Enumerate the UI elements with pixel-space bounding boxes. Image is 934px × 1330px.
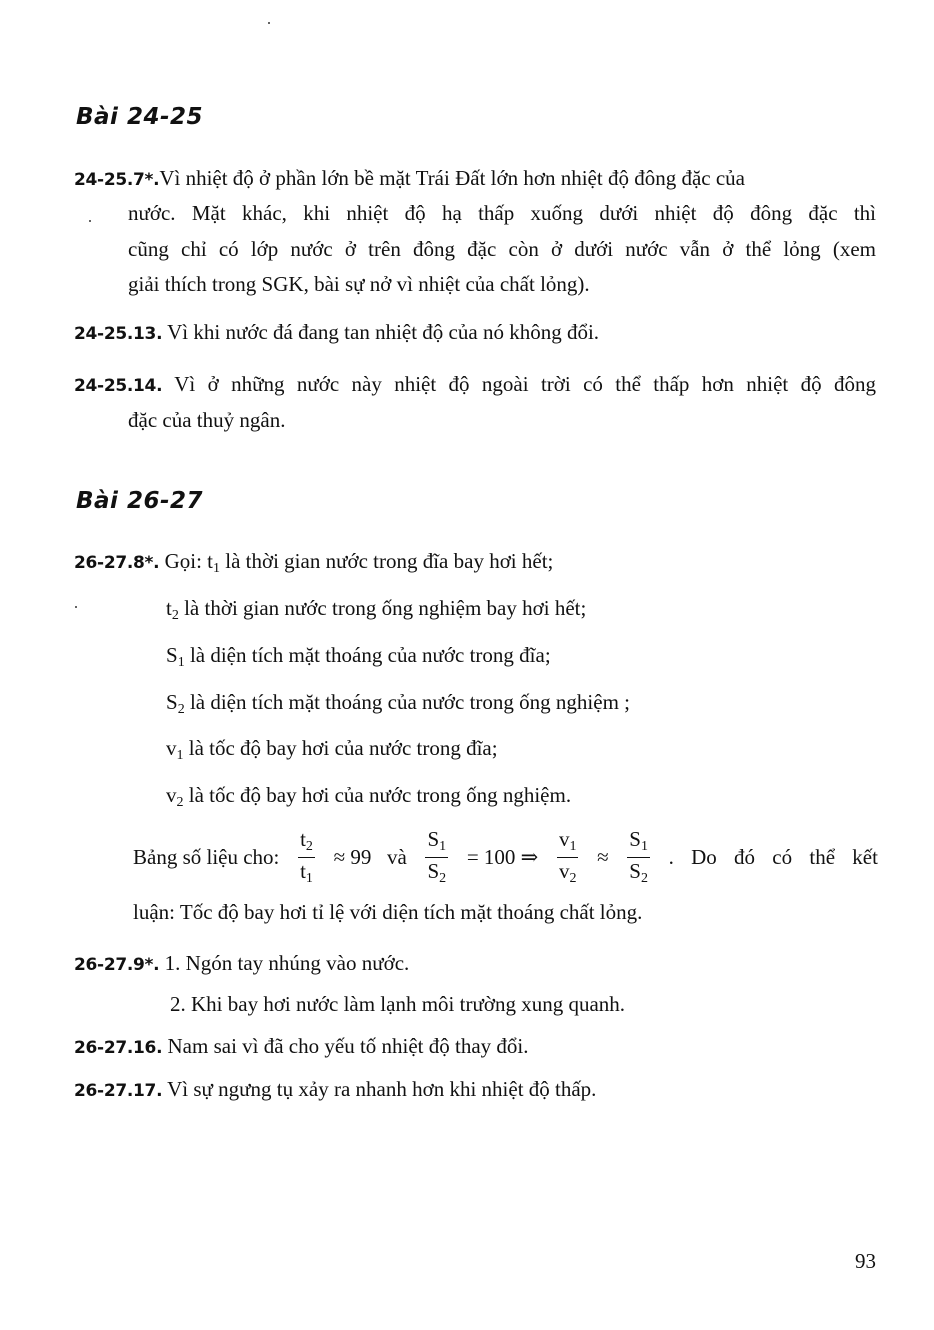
symbol: $t_2$ — [166, 596, 179, 623]
exercise-text-line: nước. Mặt khác, khi nhiệt độ hạ thấp xuống dưới nhiệt độ đông đặc thì — [128, 201, 876, 225]
exercise-number: 24-25.13. — [74, 324, 163, 344]
exercise-number: 24-25.14. — [74, 376, 163, 396]
formula-lead: Bảng số liệu cho: — [133, 844, 280, 869]
symbol: $S_1$ — [166, 643, 185, 670]
conjunction: và — [387, 844, 407, 869]
fraction-s1-over-s2: $\frac{S_1}{S_2}$ — [427, 826, 447, 886]
definition-line — [166, 783, 571, 811]
formula-tail: . Do đó có thể kết — [668, 844, 878, 869]
definition-text: là diện tích mặt thoáng của nước trong ống nghiệm ; — [189, 690, 630, 714]
definition-text: là tốc độ bay hơi của nước trong đĩa; — [188, 736, 498, 760]
definition-line — [166, 643, 551, 671]
approx-sign: ≈ — [597, 844, 609, 869]
symbol: $v_1$ — [166, 736, 184, 763]
exercise-26-27-16 — [74, 1034, 529, 1059]
answer-line: 2. Khi bay hơi nước làm lạnh môi trường xung quanh. — [170, 992, 626, 1016]
exercise-text-line: Vì sự ngưng tụ xảy ra nhanh hơn khi nhiệt độ thấp. — [167, 1077, 597, 1101]
exercise-text-line: Vì nhiệt độ ở phần lớn bề mặt Trái Đất lớn hơn nhiệt độ đông đặc của — [159, 166, 745, 190]
fraction-s1-over-s2-2: $\frac{S_1}{S_2}$ — [629, 826, 648, 886]
definition-text: là diện tích mặt thoáng của nước trong đĩa; — [189, 643, 551, 667]
fraction-t2-over-t1: $\frac{t_2}{t_1}$ — [300, 826, 313, 886]
fraction-v1-over-v2: $\frac{v_1}{v_2}$ — [558, 826, 577, 886]
exercise-24-25-14 — [74, 372, 876, 397]
definition-text: là tốc độ bay hơi của nước trong ống nghiệm. — [188, 783, 572, 807]
formula-line — [133, 824, 878, 890]
symbol: $v_2$ — [166, 783, 184, 810]
scan-speck — [268, 22, 270, 24]
scan-speck — [89, 220, 91, 222]
answer-line: 1. Ngón tay nhúng vào nước. — [164, 951, 410, 975]
page-number: 93 — [855, 1249, 876, 1273]
exercise-26-27-17 — [74, 1077, 596, 1102]
exercise-26-27-8 — [74, 549, 553, 577]
definition-line — [166, 690, 630, 718]
exercise-24-25-13 — [74, 320, 599, 345]
definition-line — [166, 736, 498, 764]
definition-text: là thời gian nước trong đĩa bay hơi hết; — [225, 549, 554, 573]
exercise-number: 26-27.9*. — [74, 955, 160, 975]
definition-line — [166, 596, 586, 624]
exercise-text-line: đặc của thuỷ ngân. — [128, 408, 286, 432]
exercise-24-25-7 — [74, 166, 745, 191]
exercise-number: 26-27.17. — [74, 1081, 163, 1101]
scan-speck — [75, 606, 77, 608]
symbol: $S_2$ — [166, 690, 185, 717]
symbol: $t_1$ — [207, 549, 220, 576]
definition-text: là thời gian nước trong ống nghiệm bay hơi hết; — [184, 596, 587, 620]
section-title: Bài 24-25 — [76, 104, 204, 130]
exercise-number: 24-25.7*. — [74, 170, 160, 190]
section-title: Bài 26-27 — [76, 488, 204, 514]
exercise-text-line: giải thích trong SGK, bài sự nở vì nhiệt của chất lỏng). — [128, 272, 590, 296]
conclusion-text: luận: Tốc độ bay hơi tỉ lệ với diện tích mặt thoáng chất lỏng. — [133, 900, 643, 924]
exercise-number: 26-27.8*. — [74, 553, 160, 573]
exercise-text-line: Vì khi nước đá đang tan nhiệt độ của nó không đổi. — [167, 320, 600, 344]
exercise-number: 26-27.16. — [74, 1038, 163, 1058]
exercise-text-line: cũng chỉ có lớp nước ở trên đông đặc còn ở dưới nước vẫn ở thể lỏng (xem — [128, 237, 876, 261]
exercise-26-27-9 — [74, 951, 409, 976]
intro-text: Gọi: — [164, 549, 202, 573]
exercise-text-line: Vì ở những nước này nhiệt độ ngoài trời có thể thấp hơn nhiệt độ đông — [174, 372, 876, 396]
approx-value: ≈ 99 — [333, 844, 372, 869]
equals-implies: = 100 ⇒ — [466, 844, 539, 869]
exercise-text-line: Nam sai vì đã cho yếu tố nhiệt độ thay đổi. — [167, 1034, 529, 1058]
